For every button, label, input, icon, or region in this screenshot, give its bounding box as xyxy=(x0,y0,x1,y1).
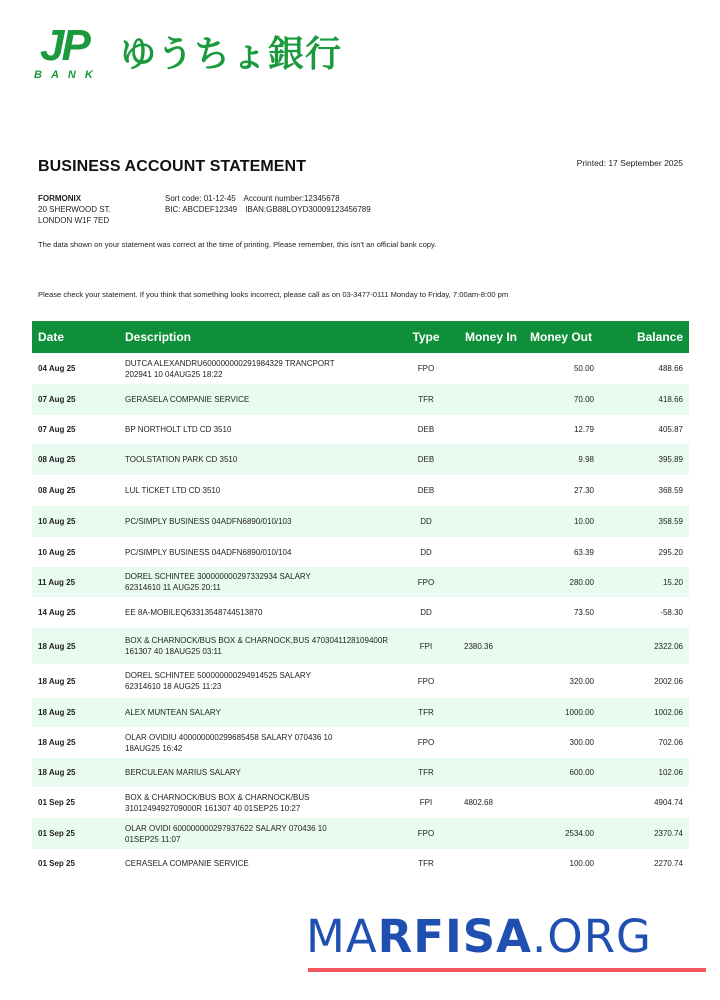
cell-description xyxy=(119,394,396,405)
description-line-1: GERASELA COMPANIE SERVICE xyxy=(125,395,250,404)
cell-balance: 418.66 xyxy=(658,395,683,404)
description-line-1: DOREL SCHINTEE 300000000297332934 SALARY xyxy=(125,572,311,581)
cell-description xyxy=(119,670,396,692)
description-line-1: BP NORTHOLT LTD CD 3510 xyxy=(125,425,232,434)
cell-date: 01 Sep 25 xyxy=(38,829,75,838)
description-line-1: OLAR OVIDIU 400000000299685458 SALARY 070436 10 xyxy=(125,732,333,742)
col-balance: Balance xyxy=(636,330,683,344)
cell-balance: 2322.06 xyxy=(654,641,683,651)
cell-money-out: 10.00 xyxy=(573,517,594,526)
col-type: Type xyxy=(412,330,440,344)
cell-description xyxy=(119,707,396,718)
cell-date: 08 Aug 25 xyxy=(38,455,76,464)
cell-money-out: 320.00 xyxy=(569,676,594,686)
cell-description xyxy=(119,607,396,618)
description-line-2: 62314610 11 AUG25 20:11 xyxy=(125,583,221,592)
table-row xyxy=(32,475,689,506)
table-row xyxy=(32,818,689,849)
cell-type: DEB xyxy=(417,455,435,464)
table-row xyxy=(32,628,689,664)
cell-balance: 2002.06 xyxy=(654,676,683,686)
cell-money-out: 73.50 xyxy=(573,608,594,617)
cell-money-out: 63.39 xyxy=(573,547,594,557)
cell-type: FPO xyxy=(417,829,435,838)
sort-code: Sort code: 01-12-45 xyxy=(165,194,236,203)
jp-bank-mark xyxy=(34,21,104,82)
cell-date: 18 Aug 25 xyxy=(38,708,76,717)
description-line-2: 3101249492709000R 161307 40 01SEP25 10:27 xyxy=(125,803,301,813)
cell-balance: 702.06 xyxy=(658,738,683,747)
cell-type: TFR xyxy=(418,768,434,777)
cell-money-out: 9.98 xyxy=(578,455,594,464)
table-header xyxy=(32,321,689,353)
cell-type: DEB xyxy=(417,425,435,434)
col-money-out: Money Out xyxy=(530,330,592,344)
description-line-2: 01SEP25 11:07 xyxy=(125,834,181,844)
description-line-2: 202941 10 04AUG25 18:22 xyxy=(125,369,223,379)
cell-money-out: 280.00 xyxy=(569,577,594,587)
cell-date: 11 Aug 25 xyxy=(38,577,76,587)
bic: BIC: ABCDEF12349 xyxy=(165,205,238,214)
cell-money-out: 1000.00 xyxy=(565,708,594,717)
cell-description xyxy=(119,792,396,814)
printed-date: Printed: 17 September 2025 xyxy=(576,158,683,168)
description-line-1: EE 8A-MOBILEQ63313548744513870 xyxy=(125,608,263,617)
printing-note: The data shown on your statement was correct at the time of printing. Please remember, this isn't an official bank copy. xyxy=(38,240,437,249)
cell-description xyxy=(119,767,396,778)
cell-money-in: 4802.68 xyxy=(464,798,493,807)
cell-description xyxy=(119,635,396,657)
cell-money-out: 300.00 xyxy=(569,738,594,747)
description-line-1: PC/SIMPLY BUSINESS 04ADFN6890/010/104 xyxy=(125,547,292,557)
cell-balance: 15.20 xyxy=(662,577,683,587)
cell-description xyxy=(119,858,396,869)
cell-type: FPI xyxy=(419,798,433,807)
cell-date: 01 Sep 25 xyxy=(38,798,75,807)
cell-balance: 1002.06 xyxy=(654,708,683,717)
watermark-underline xyxy=(308,968,706,972)
address-line-1: 20 SHERWOOD ST. xyxy=(38,205,111,214)
cell-type: DD xyxy=(420,517,432,526)
cell-date: 07 Aug 25 xyxy=(38,395,76,404)
table-row xyxy=(32,787,689,818)
table-row xyxy=(32,353,689,384)
table-row xyxy=(32,567,689,597)
cell-balance: 4904.74 xyxy=(654,798,683,807)
account-details xyxy=(165,193,377,215)
cell-type: FPO xyxy=(417,676,435,686)
table-row xyxy=(32,664,689,698)
bank-name: ゆうちょ銀行 xyxy=(120,34,343,75)
cell-type: TFR xyxy=(418,859,434,868)
cell-date: 18 Aug 25 xyxy=(38,676,76,686)
col-date: Date xyxy=(38,330,65,344)
cell-balance: 405.87 xyxy=(658,425,683,434)
cell-balance: 295.20 xyxy=(658,547,683,557)
description-line-2: 161307 40 18AUG25 03:11 xyxy=(125,647,222,656)
cell-money-out: 2534.00 xyxy=(565,829,594,838)
description-line-2: 18AUG25 16:42 xyxy=(125,743,183,753)
description-line-1: CERASELA COMPANIE SERVICE xyxy=(125,859,249,868)
cell-money-out: 600.00 xyxy=(569,768,594,777)
cell-date: 14 Aug 25 xyxy=(38,608,76,617)
page-title: BUSINESS ACCOUNT STATEMENT xyxy=(38,158,307,175)
cell-money-in: 2380.36 xyxy=(464,641,493,651)
cell-description xyxy=(119,485,396,496)
description-line-1: BERCULEAN MARIUS SALARY xyxy=(125,768,241,777)
description-line-1: DUTCA ALEXANDRU600000000291984329 TRANCPORT xyxy=(125,358,335,368)
cell-date: 07 Aug 25 xyxy=(38,425,76,434)
cell-type: TFR xyxy=(418,395,434,404)
cell-type: FPI xyxy=(419,641,433,651)
iban: IBAN:GB88LOYD30009123456789 xyxy=(245,205,371,214)
description-line-1: OLAR OVIDI 600000000297937622 SALARY 070436 10 xyxy=(125,823,327,833)
cell-date: 18 Aug 25 xyxy=(38,641,76,651)
watermark-part-3: .ORG xyxy=(531,910,652,963)
description-line-2: 62314610 18 AUG25 11:23 xyxy=(125,682,222,691)
jp-logo-bank-text: BANK xyxy=(34,69,102,81)
cell-balance: 368.59 xyxy=(658,486,683,495)
cell-type: DD xyxy=(420,608,432,617)
table-row xyxy=(32,537,689,567)
table-row xyxy=(32,698,689,727)
description-line-1: DOREL SCHINTEE 500000000294914525 SALARY xyxy=(125,671,311,680)
cell-type: FPO xyxy=(417,364,435,373)
table-row xyxy=(32,727,689,758)
cell-date: 04 Aug 25 xyxy=(38,364,76,373)
table-row xyxy=(32,849,689,878)
cell-balance: 102.06 xyxy=(658,768,683,777)
cell-date: 01 Sep 25 xyxy=(38,859,75,868)
col-description: Description xyxy=(125,329,192,344)
description-line-1: BOX & CHARNOCK/BUS BOX & CHARNOCK,BUS 4703041128109400R xyxy=(125,636,389,645)
cell-date: 08 Aug 25 xyxy=(38,486,76,495)
cell-description xyxy=(119,732,396,754)
table-row xyxy=(32,506,689,537)
table-row xyxy=(32,444,689,475)
cell-balance: 488.66 xyxy=(658,364,683,373)
cell-date: 10 Aug 25 xyxy=(38,547,76,557)
table-body xyxy=(32,353,689,878)
description-line-1: BOX & CHARNOCK/BUS BOX & CHARNOCK/BUS xyxy=(125,792,310,802)
cell-balance: -58.30 xyxy=(660,608,683,617)
description-line-1: PC/SIMPLY BUSINESS 04ADFN6890/010/103 xyxy=(125,517,292,526)
company-name: FORMONIX xyxy=(38,194,82,203)
cell-balance: 358.59 xyxy=(658,517,683,526)
bank-logo xyxy=(34,21,343,82)
account-number: Account number:12345678 xyxy=(243,194,340,203)
cell-type: DD xyxy=(420,547,432,557)
cell-balance: 2370.74 xyxy=(654,829,683,838)
cell-description xyxy=(119,516,396,527)
table-row xyxy=(32,597,689,628)
watermark-text xyxy=(306,912,652,962)
cell-description xyxy=(119,547,396,558)
cell-money-out: 70.00 xyxy=(573,395,594,404)
cell-date: 10 Aug 25 xyxy=(38,517,76,526)
cell-type: FPO xyxy=(417,577,435,587)
cell-money-out: 27.30 xyxy=(573,486,594,495)
cell-description xyxy=(119,823,396,845)
cell-description xyxy=(119,571,396,593)
description-line-1: ALEX MUNTEAN SALARY xyxy=(125,708,221,717)
cell-type: FPO xyxy=(417,738,435,747)
customer-address xyxy=(38,193,111,226)
watermark-part-2: RFISA xyxy=(377,910,532,963)
table-row xyxy=(32,384,689,415)
cell-type: TFR xyxy=(418,708,434,717)
table-row xyxy=(32,415,689,444)
cell-description xyxy=(119,454,396,465)
jp-logo-letters: JP xyxy=(40,21,88,70)
address-line-2: LONDON W1F 7ED xyxy=(38,216,110,225)
col-money-in: Money In xyxy=(464,330,517,344)
cell-money-out: 50.00 xyxy=(573,364,594,373)
description-line-1: LUL TICKET LTD CD 3510 xyxy=(125,486,221,495)
watermark-part-1: MA xyxy=(306,910,378,963)
cell-description xyxy=(119,424,396,435)
contact-note: Please check your statement. If you think that something looks incorrect, please call as on 03-3477-0111 Monday to Friday, 7:00am-8:00 pm xyxy=(38,290,509,299)
description-line-1: TOOLSTATION PARK CD 3510 xyxy=(125,455,238,464)
cell-money-out: 12.79 xyxy=(573,425,594,434)
cell-money-out: 100.00 xyxy=(569,859,594,868)
cell-type: DEB xyxy=(417,486,435,495)
transactions-table xyxy=(32,321,689,878)
cell-description xyxy=(119,358,396,380)
cell-date: 18 Aug 25 xyxy=(38,768,76,777)
table-row xyxy=(32,758,689,787)
cell-balance: 395.89 xyxy=(658,455,683,464)
cell-balance: 2270.74 xyxy=(654,859,683,868)
cell-date: 18 Aug 25 xyxy=(38,738,76,747)
